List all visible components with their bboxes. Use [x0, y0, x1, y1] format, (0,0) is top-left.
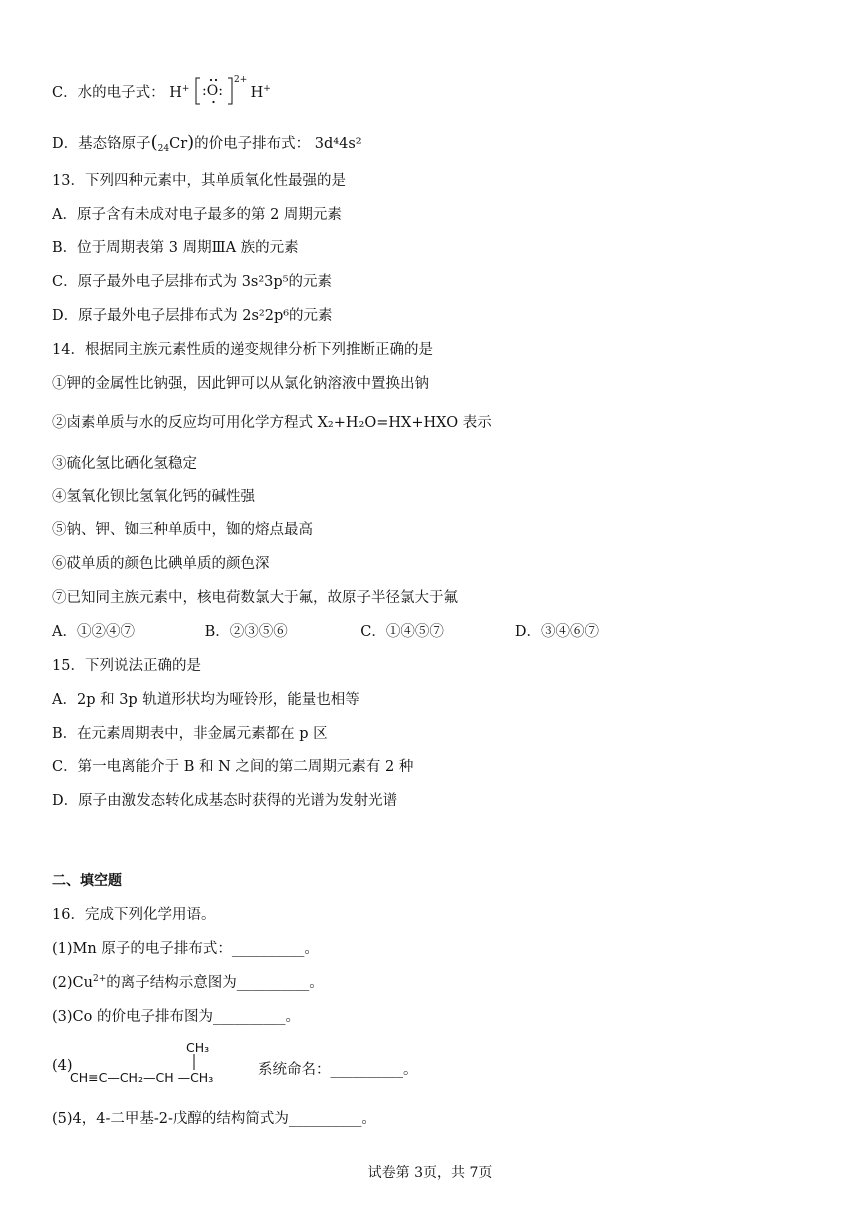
q15-stem: 15．下列说法正确的是 [52, 658, 201, 674]
q12-option-c [52, 76, 271, 106]
q12-option-d: D．基态铬原子$(_{24}Cr)$的价电子排布式： 3d⁴4s² [52, 132, 362, 154]
q16-part-4 [52, 1040, 492, 1090]
q14-statement-6: ⑥砹单质的颜色比碘单质的颜色深 [52, 556, 270, 572]
branch-bond-icon [192, 1054, 196, 1070]
q13-option-c: C．原子最外电子层排布式为 3s²3p⁵的元素 [52, 274, 333, 290]
charge-label: 2+ [234, 75, 248, 85]
oxygen-symbol: :O: [202, 83, 223, 99]
q16-stem: 16．完成下列化学用语。 [52, 907, 216, 923]
q12-option-c-label: C．水的电子式： [52, 85, 165, 101]
q15-option-a: A．2p 和 3p 轨道形状均为哑铃形，能量也相等 [52, 692, 360, 708]
q13-option-b: B．位于周期表第 3 周期ⅢA 族的元素 [52, 240, 299, 256]
q16-part-4-number: (4) [52, 1058, 73, 1074]
q13-option-a: A．原子含有未成对电子最多的第 2 周期元素 [52, 207, 342, 223]
q16-part-2-text: 的离子结构示意图为__________。 [106, 975, 324, 991]
q16-part-3: (3)Co 的价电子排布图为__________。 [52, 1009, 300, 1025]
q16-part-2 [52, 973, 324, 993]
q16-part-5: (5)4，4-二甲基-2-戊醇的结构简式为__________。 [52, 1111, 376, 1127]
copper-charge: 2+ [92, 974, 107, 984]
q14-statement-4: ④氢氧化钡比氢氧化钙的碱性强 [52, 489, 255, 505]
q14-option-d: D．③④⑥⑦ [514, 624, 599, 640]
methyl-branch: CH₃ [186, 1040, 210, 1055]
systematic-name-prompt: 系统命名：__________。 [258, 1062, 418, 1078]
q14-statement-2: ②卤素单质与水的反应均可用化学方程式 X₂+H₂O=HX+HXO 表示 [52, 415, 492, 431]
q14-option-c: C．①④⑤⑦ [360, 624, 444, 640]
q14-stem: 14．根据同主族元素性质的递变规律分析下列推断正确的是 [52, 342, 433, 358]
q12-option-d-label: D．基态铬原子 [52, 136, 151, 152]
main-chain-formula: CH≡C—CH₂—CH —CH₃ [70, 1070, 214, 1085]
section-title: 二、填空题 [52, 873, 122, 889]
hydrogen-ion: H+ [169, 84, 190, 101]
q14-statement-5: ⑤钠、钾、铷三种单质中，铷的熔点最高 [52, 522, 313, 538]
hydrogen-ion: H+ [250, 84, 271, 101]
q14-option-b: B．②③⑤⑥ [204, 624, 288, 640]
q13-option-d: D．原子最外电子层排布式为 2s²2p⁶的元素 [52, 308, 333, 324]
copper-symbol: (2)Cu [52, 975, 93, 991]
q15-option-c: C．第一电离能介于 B 和 N 之间的第二周期元素有 2 种 [52, 759, 414, 775]
q13-stem: 13．下列四种元素中，其单质氧化性最强的是 [52, 173, 346, 189]
q14-statement-1: ①钾的金属性比钠强，因此钾可以从氯化钠溶液中置换出钠 [52, 376, 429, 392]
q15-option-b: B．在元素周期表中，非金属元素都在 p 区 [52, 726, 328, 742]
q14-option-a: A．①②④⑦ [52, 624, 135, 640]
element-symbol: Cr [169, 136, 188, 152]
q15-option-d: D．原子由激发态转化成基态时获得的光谱为发射光谱 [52, 793, 398, 809]
oxide-lewis-structure [194, 76, 246, 106]
page-footer: 试卷第 3页，共 7页 [367, 1165, 493, 1181]
q14-options [52, 622, 599, 642]
atomic-number: 24 [157, 144, 170, 154]
q12-option-d-text: 的价电子排布式： [194, 136, 311, 152]
q14-statement-3: ③硫化氢比硒化氢稳定 [52, 456, 197, 472]
q16-part-1: (1)Mn 原子的电子排布式：__________。 [52, 941, 319, 957]
valence-config: 3d⁴4s² [314, 136, 362, 152]
q14-statement-7: ⑦已知同主族元素中，核电荷数氯大于氟，故原子半径氯大于氟 [52, 590, 458, 606]
